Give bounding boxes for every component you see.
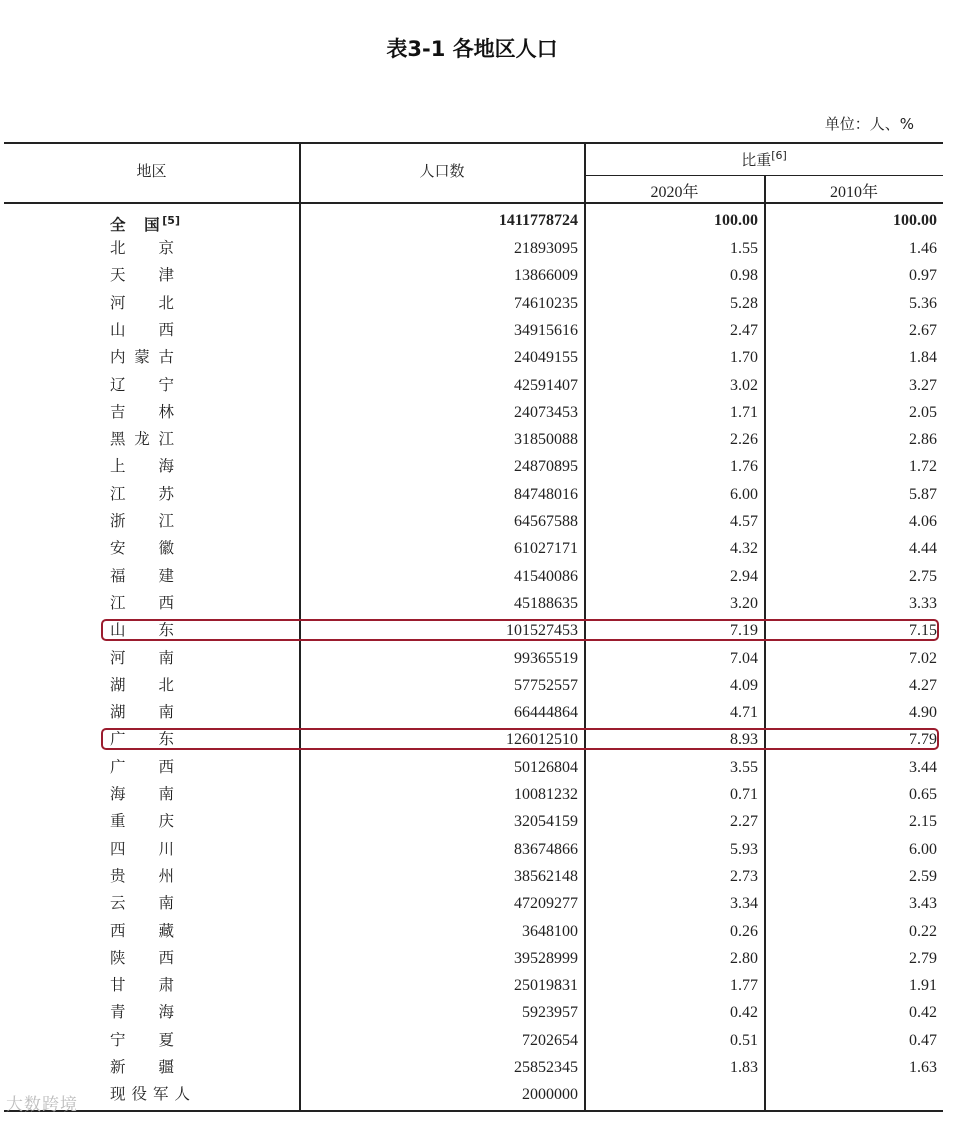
ratio-2010-cell: 2.59 — [909, 868, 937, 885]
table-row — [0, 699, 944, 726]
table-row — [0, 399, 944, 426]
region-cell: 宁 夏 — [110, 1031, 174, 1049]
population-cell: 57752557 — [514, 677, 578, 694]
ratio-2010-cell: 4.90 — [909, 704, 937, 721]
population-cell: 3648100 — [522, 923, 578, 940]
ratio-2010-cell: 0.42 — [909, 1004, 937, 1021]
region-cell: 安 徽 — [110, 539, 174, 557]
ratio-2010-cell: 3.27 — [909, 377, 937, 394]
ratio-2020-cell: 2.80 — [730, 950, 758, 967]
ratio-2020-cell — [585, 1081, 758, 1108]
ratio-2020-cell: 4.09 — [730, 677, 758, 694]
ratio-2010-cell: 0.97 — [909, 267, 937, 284]
ratio-2020-cell: 1.83 — [730, 1059, 758, 1076]
population-cell: 74610235 — [514, 295, 578, 312]
table-row — [0, 235, 944, 262]
population-cell: 61027171 — [514, 540, 578, 557]
header-ratio-label: 比重 — [741, 151, 772, 169]
table-row — [0, 808, 944, 835]
table-row — [0, 726, 944, 753]
ratio-2020-cell: 1.70 — [730, 349, 758, 366]
region-cell: 江 西 — [110, 594, 174, 612]
ratio-2010-cell: 4.44 — [909, 540, 937, 557]
table-row — [0, 999, 944, 1026]
ratio-2020-cell: 5.28 — [730, 295, 758, 312]
table-row — [0, 972, 944, 999]
ratio-2020-cell: 7.04 — [730, 650, 758, 667]
ratio-2020-cell: 0.51 — [730, 1032, 758, 1049]
table-row — [0, 918, 944, 945]
region-cell: 河 南 — [110, 649, 174, 667]
ratio-2020-cell: 1.55 — [730, 240, 758, 257]
table-row — [0, 290, 944, 317]
header-ratio — [585, 149, 943, 170]
ratio-2020-cell: 0.98 — [730, 267, 758, 284]
ratio-2010-cell: 2.79 — [909, 950, 937, 967]
ratio-2010-cell — [765, 1081, 937, 1108]
ratio-2020-cell: 2.73 — [730, 868, 758, 885]
ratio-2010-cell: 2.15 — [909, 813, 937, 830]
table-row — [0, 453, 944, 480]
table-row — [0, 426, 944, 453]
population-cell: 47209277 — [514, 895, 578, 912]
population-cell: 5923957 — [522, 1004, 578, 1021]
ratio-2010-cell: 5.36 — [909, 295, 937, 312]
header-ratio-note: [6] — [771, 149, 787, 162]
region-cell: 现役军人 — [110, 1085, 190, 1103]
table-row — [0, 1081, 944, 1108]
table-row — [0, 781, 944, 808]
ratio-2020-cell: 3.02 — [730, 377, 758, 394]
ratio-2020-cell: 0.42 — [730, 1004, 758, 1021]
region-cell: 吉 林 — [110, 403, 174, 421]
table-row — [0, 617, 944, 644]
table-row — [0, 1027, 944, 1054]
ratio-2010-cell: 7.15 — [909, 622, 937, 639]
population-cell: 10081232 — [514, 786, 578, 803]
total-population: 1411778724 — [498, 212, 578, 229]
population-cell: 24049155 — [514, 349, 578, 366]
population-cell: 99365519 — [514, 650, 578, 667]
ratio-2020-cell: 8.93 — [730, 731, 758, 748]
region-cell: 云 南 — [110, 894, 174, 912]
population-cell: 31850088 — [514, 431, 578, 448]
population-cell: 38562148 — [514, 868, 578, 885]
region-cell: 贵 州 — [110, 867, 174, 885]
table-row — [0, 344, 944, 371]
ratio-2010-cell: 0.22 — [909, 923, 937, 940]
region-cell: 上 海 — [110, 457, 174, 475]
ratio-2020-cell: 7.19 — [730, 622, 758, 639]
ratio-2010-cell: 3.44 — [909, 759, 937, 776]
population-cell: 45188635 — [514, 595, 578, 612]
region-cell: 重 庆 — [110, 812, 174, 830]
population-cell: 24870895 — [514, 458, 578, 475]
population-cell: 34915616 — [514, 322, 578, 339]
region-cell: 陕 西 — [110, 949, 174, 967]
ratio-2010-cell: 3.43 — [909, 895, 937, 912]
header-bottom-rule — [4, 202, 943, 204]
ratio-2010-cell: 1.46 — [909, 240, 937, 257]
table-title: 表3-1 各地区人口 — [386, 37, 558, 61]
population-cell: 21893095 — [514, 240, 578, 257]
ratio-2020-cell: 0.26 — [730, 923, 758, 940]
region-cell: 甘 肃 — [110, 976, 174, 994]
ratio-2010-cell: 0.47 — [909, 1032, 937, 1049]
table-row — [0, 508, 944, 535]
ratio-2020-cell: 3.34 — [730, 895, 758, 912]
ratio-2020-cell: 2.26 — [730, 431, 758, 448]
header-region: 地区 — [136, 162, 167, 180]
population-cell: 25019831 — [514, 977, 578, 994]
ratio-2020-cell: 1.76 — [730, 458, 758, 475]
ratio-2020-cell: 3.55 — [730, 759, 758, 776]
ratio-2010-cell: 1.91 — [909, 977, 937, 994]
header-year-2020: 2020年 — [650, 184, 699, 201]
ratio-2020-cell: 6.00 — [730, 486, 758, 503]
population-cell: 13866009 — [514, 267, 578, 284]
ratio-2020-cell: 2.27 — [730, 813, 758, 830]
total-ratio-2010: 100.00 — [893, 212, 937, 229]
population-cell: 101527453 — [506, 622, 578, 639]
ratio-2010-cell: 5.87 — [909, 486, 937, 503]
table-row — [0, 754, 944, 781]
ratio-2010-cell: 2.67 — [909, 322, 937, 339]
header-population: 人口数 — [419, 162, 465, 180]
ratio-2010-cell: 6.00 — [909, 841, 937, 858]
ratio-2020-cell: 2.94 — [730, 568, 758, 585]
table-row — [0, 645, 944, 672]
region-cell: 山 东 — [110, 621, 174, 639]
watermark: 大数跨境 — [6, 1095, 78, 1115]
region-cell: 西 藏 — [110, 922, 174, 940]
ratio-2020-cell: 4.71 — [730, 704, 758, 721]
population-cell: 84748016 — [514, 486, 578, 503]
population-cell: 39528999 — [514, 950, 578, 967]
population-cell: 66444864 — [514, 704, 578, 721]
region-cell: 青 海 — [110, 1003, 174, 1021]
ratio-2020-cell: 5.93 — [730, 841, 758, 858]
table-row — [0, 890, 944, 917]
region-cell: 广 西 — [110, 758, 174, 776]
ratio-2010-cell: 4.27 — [909, 677, 937, 694]
total-row — [0, 207, 944, 234]
ratio-2020-cell: 4.57 — [730, 513, 758, 530]
population-cell: 126012510 — [506, 731, 578, 748]
population-cell: 83674866 — [514, 841, 578, 858]
population-cell: 32054159 — [514, 813, 578, 830]
table-row — [0, 945, 944, 972]
table-row — [0, 317, 944, 344]
region-cell: 福 建 — [110, 567, 174, 585]
region-cell: 辽 宁 — [110, 376, 174, 394]
table-row — [0, 590, 944, 617]
table-row — [0, 836, 944, 863]
region-cell: 内蒙古 — [110, 348, 174, 366]
ratio-2010-cell: 2.86 — [909, 431, 937, 448]
ratio-2020-cell: 4.32 — [730, 540, 758, 557]
header-year-2010: 2010年 — [829, 184, 878, 201]
total-region — [110, 207, 180, 234]
table-row — [0, 863, 944, 890]
region-cell: 黑龙江 — [110, 430, 174, 448]
population-cell: 2000000 — [522, 1086, 578, 1103]
region-cell: 北 京 — [110, 239, 174, 257]
region-cell: 湖 南 — [110, 703, 174, 721]
ratio-2020-cell: 1.71 — [730, 404, 758, 421]
table-row — [0, 481, 944, 508]
region-cell: 新 疆 — [110, 1058, 174, 1076]
table-top-rule — [4, 142, 943, 144]
ratio-2010-cell: 2.75 — [909, 568, 937, 585]
unit-label: 单位：人、% — [824, 115, 914, 133]
total-region-label: 全 国 — [110, 216, 163, 235]
ratio-2020-cell: 1.77 — [730, 977, 758, 994]
population-cell: 7202654 — [522, 1032, 578, 1049]
region-cell: 江 苏 — [110, 485, 174, 503]
ratio-2020-cell: 2.47 — [730, 322, 758, 339]
population-cell: 64567588 — [514, 513, 578, 530]
table-row — [0, 672, 944, 699]
ratio-2020-cell: 0.71 — [730, 786, 758, 803]
region-cell: 广 东 — [110, 730, 174, 748]
ratio-2010-cell: 0.65 — [909, 786, 937, 803]
ratio-2010-cell: 2.05 — [909, 404, 937, 421]
population-cell: 25852345 — [514, 1059, 578, 1076]
population-cell: 24073453 — [514, 404, 578, 421]
table-row — [0, 535, 944, 562]
region-cell: 山 西 — [110, 321, 174, 339]
table-bottom-rule — [4, 1110, 943, 1112]
ratio-2010-cell: 7.79 — [909, 731, 937, 748]
ratio-2010-cell: 1.72 — [909, 458, 937, 475]
total-ratio-2020: 100.00 — [714, 212, 758, 229]
region-cell: 天 津 — [110, 266, 174, 284]
region-cell: 湖 北 — [110, 676, 174, 694]
ratio-2010-cell: 1.63 — [909, 1059, 937, 1076]
table-row — [0, 1054, 944, 1081]
ratio-2020-cell: 3.20 — [730, 595, 758, 612]
ratio-2010-cell: 4.06 — [909, 513, 937, 530]
population-cell: 41540086 — [514, 568, 578, 585]
table-row — [0, 372, 944, 399]
population-cell: 42591407 — [514, 377, 578, 394]
table-row — [0, 262, 944, 289]
table-row — [0, 563, 944, 590]
ratio-2010-cell: 1.84 — [909, 349, 937, 366]
region-cell: 浙 江 — [110, 512, 174, 530]
total-region-note: [5] — [162, 214, 180, 227]
region-cell: 四 川 — [110, 840, 174, 858]
region-cell: 河 北 — [110, 294, 174, 312]
ratio-2010-cell: 7.02 — [909, 650, 937, 667]
population-cell: 50126804 — [514, 759, 578, 776]
ratio-2010-cell: 3.33 — [909, 595, 937, 612]
region-cell: 海 南 — [110, 785, 174, 803]
